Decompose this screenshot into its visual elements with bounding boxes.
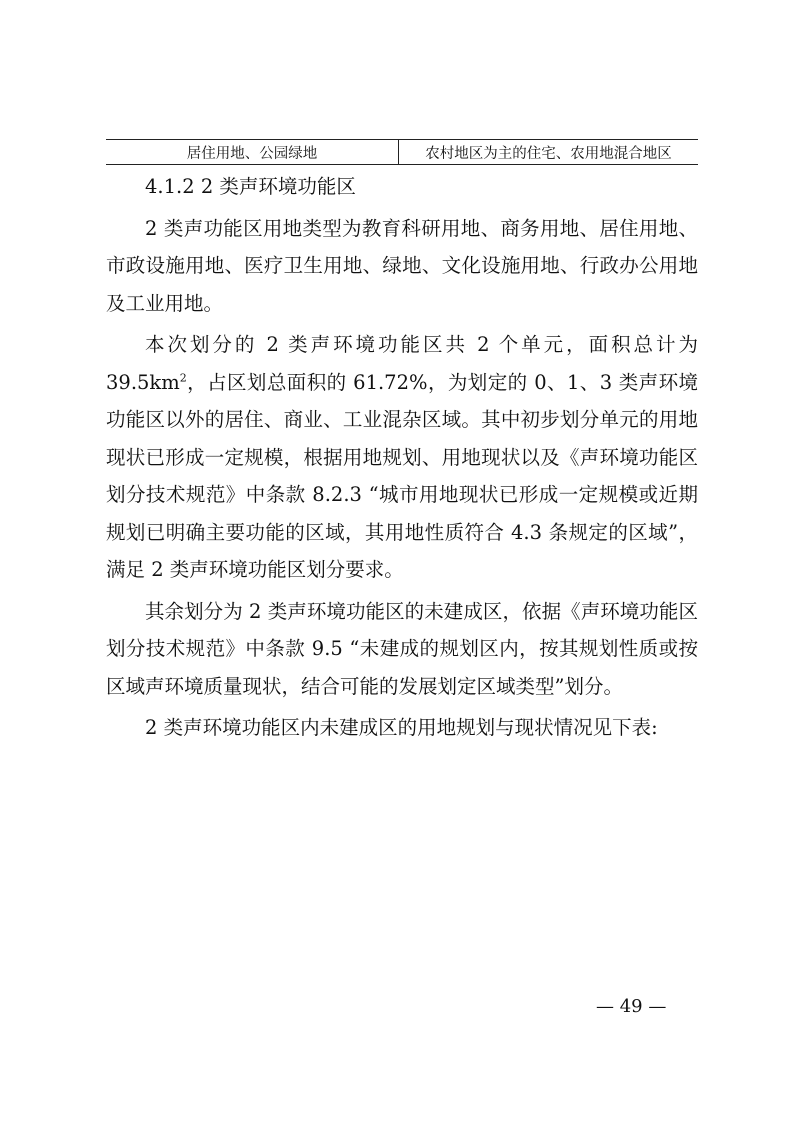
section-heading: 4.1.2 2 类声环境功能区: [145, 175, 356, 198]
paragraph-table-intro: 2 类声环境功能区内未建成区的用地规划与现状情况见下表:: [145, 716, 658, 739]
paragraph-land-types: 2 类声功能区用地类型为教育科研用地、商务用地、居住用地、市政设施用地、医疗卫生用地、绿地、文化设施用地、行政办公用地及工业用地。: [106, 216, 698, 315]
superscript-squared: 2: [179, 371, 187, 384]
table-fragment: [106, 139, 698, 165]
table-cell-land-use: 居住用地、公园绿地: [106, 140, 399, 164]
paragraph-zone-division: [106, 326, 698, 589]
page-number: — 49 —: [596, 996, 667, 1017]
paragraph-zone-division-part2: ，占区划总面积的 61.72%，为划定的 0、1、3 类声环境功能区以外的居住、商业、工业混杂区域。其中初步划分单元的用地现状已形成一定规模，根据用地规划、用地现状以及《声环境功能区划分技术规范》中条款 8.2.3 “城市用地现状已形成一定规模或近期规划已明确主要功能的区域，其用地性质符合 4.3 条规定的区域”，满足 2 类声环境功能区划分要求。: [106, 370, 698, 581]
paragraph-zone-division-part1: 本次划分的 2 类声环境功能区共 2 个单元，面积总计为 39.5km: [106, 333, 698, 394]
table-cell-area-type: 农村地区为主的住宅、农用地混合地区: [425, 145, 672, 162]
paragraph-unbuilt-areas: 其余划分为 2 类声环境功能区的未建成区，依据《声环境功能区划分技术规范》中条款 9.5 “未建成的规划区内，按其规划性质或按区域声环境质量现状，结合可能的发展划定区域类型”划分。: [106, 599, 698, 698]
body-content: [106, 168, 698, 747]
